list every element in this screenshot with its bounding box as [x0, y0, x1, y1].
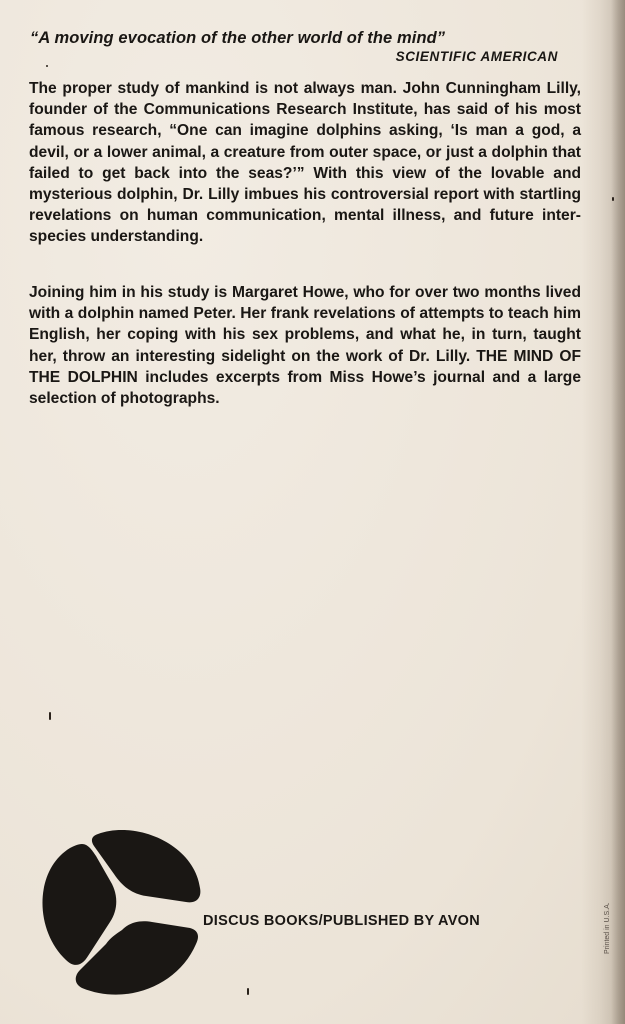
- publisher-line: DISCUS BOOKS/PUBLISHED BY AVON: [203, 913, 481, 929]
- paper-speck: [247, 988, 249, 995]
- paper-speck: [612, 197, 614, 201]
- description-paragraph-2: Joining him in his study is Margaret Howe, who for over two months lived with a dolphin named Peter. Her frank revelations of attempts to teach him English, her coping with his sex problems, and what he, in turn, taught her, throw an interesting sidelight on the work of Dr. Lilly. THE MIND OF THE DOLPHIN includes excerpts from Miss Howe’s journal and a large selection of photographs.: [29, 284, 581, 408]
- quote-text: “A moving evocation of the other world of the mind”: [30, 29, 446, 47]
- review-quote: [30, 28, 558, 66]
- printed-in-usa-note: Printed in U.S.A.: [604, 902, 611, 954]
- discus-logo-icon: [26, 826, 202, 1000]
- spine-shadow: [611, 0, 625, 1024]
- description-paragraph-1: The proper study of mankind is not always man. John Cunningham Lilly, founder of the Communications Research Institute, has said of his most famous research, “One can imagine dolphins asking, ‘Is man a god, a devil, or a lower animal, a creature from outer space, or just a dolphin that failed to get back into the seas?’” With this view of the lovable and mysterious dolphin, Dr. Lilly imbues his controversial report with startling revelations on human communication, mental illness, and future inter-species understanding.: [29, 80, 581, 246]
- paper-speck: [46, 65, 48, 67]
- quote-source: SCIENTIFIC AMERICAN: [395, 49, 558, 64]
- paper-speck: [49, 712, 51, 720]
